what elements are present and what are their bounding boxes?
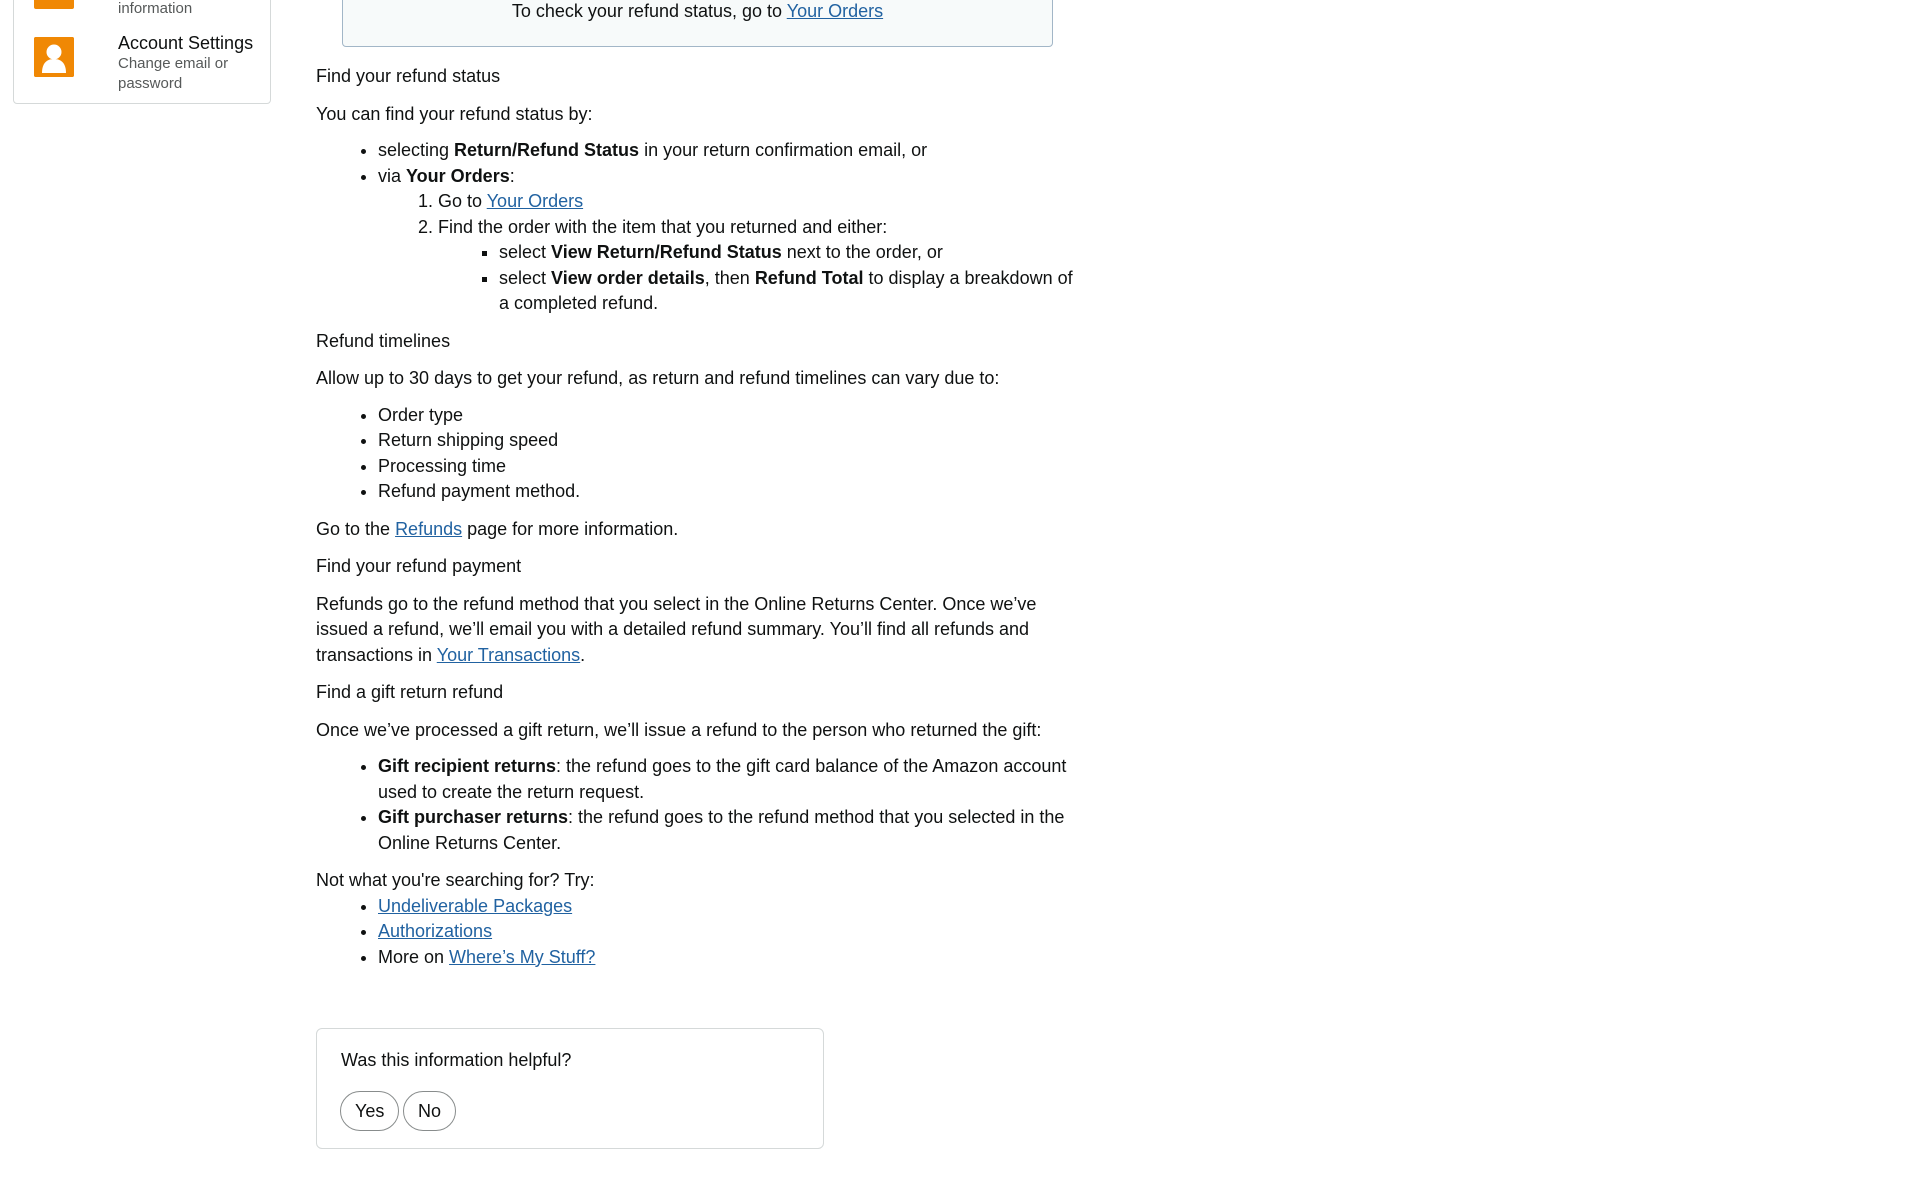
wheres-my-stuff-link[interactable]: Where’s My Stuff? bbox=[449, 946, 596, 967]
sidebar-item-title: Account Settings bbox=[118, 33, 254, 53]
list-item: • selecting Return/Refund Status in your return confirmation email, or bbox=[378, 138, 1076, 164]
list-item: ▪ select View order details, then Refund Total to display a breakdown of a completed refund. bbox=[499, 266, 1076, 317]
list-item: • More on Where’s My Stuff? bbox=[378, 945, 1076, 971]
section-heading-payment: Find your refund payment bbox=[316, 556, 522, 576]
yes-button[interactable]: Yes bbox=[340, 1091, 399, 1131]
list-item bbox=[378, 894, 1076, 920]
your-orders-link[interactable]: Your Orders bbox=[486, 191, 584, 211]
section-heading-timelines: Refund timelines bbox=[316, 330, 451, 351]
help-article bbox=[316, 64, 1076, 970]
callout-text: To check your refund status, go to Your Orders bbox=[511, 1, 884, 21]
section-heading-gift: Find a gift return refund bbox=[316, 682, 504, 702]
list-item: • Gift recipient returns: the refund goes to the gift card balance of the Amazon account used to create the return request. bbox=[378, 754, 1076, 805]
your-orders-steps bbox=[378, 189, 1076, 317]
list-item: • Processing time bbox=[378, 454, 1076, 480]
account-settings-icon bbox=[34, 37, 74, 77]
section-heading-try: Not what you're searching for? Try: bbox=[316, 870, 595, 890]
find-status-intro: You can find your refund status by: bbox=[316, 103, 593, 124]
related-links-list bbox=[316, 894, 1076, 971]
list-item: ▪ select View Return/Refund Status next to the order, or bbox=[499, 240, 1076, 266]
section-heading-find-status: Find your refund status bbox=[316, 66, 501, 86]
undeliverable-packages-link[interactable]: Undeliverable Packages bbox=[378, 895, 573, 916]
list-item: • Gift purchaser returns: the refund goes to the refund method that you selected in the Online Returns Center. bbox=[378, 805, 1076, 856]
list-item: • Order type bbox=[378, 403, 1076, 429]
your-transactions-link[interactable]: Your Transactions bbox=[436, 644, 581, 665]
refunds-page-note: Go to the Refunds page for more information. bbox=[316, 518, 679, 539]
no-button[interactable]: No bbox=[403, 1091, 456, 1131]
orange-user-icon bbox=[34, 0, 74, 9]
list-item: • Return shipping speed bbox=[378, 428, 1076, 454]
find-status-list bbox=[316, 138, 1076, 317]
timelines-intro: Allow up to 30 days to get your refund, as return and refund timelines can vary due to: bbox=[316, 368, 1000, 388]
refund-status-callout bbox=[342, 0, 1053, 47]
help-sidebar-card bbox=[13, 0, 271, 104]
payment-text: Refunds go to the refund method that you select in the Online Returns Center. Once we’ve issued a refund, we’ll email you with a detailed refund summary. You’ll find all refunds and transactions in Your Transactions. bbox=[316, 593, 1037, 665]
callout-your-orders-link[interactable]: Your Orders bbox=[786, 1, 884, 21]
gift-intro: Once we’ve processed a gift return, we’ll issue a refund to the person who returned the gift: bbox=[316, 719, 1042, 740]
timelines-list bbox=[316, 403, 1076, 505]
refunds-link[interactable]: Refunds bbox=[395, 518, 463, 539]
list-item: 1. Go to Your Orders bbox=[438, 189, 1076, 215]
order-options-list bbox=[438, 240, 1076, 317]
sidebar-item-subtitle: Change email or password bbox=[118, 55, 229, 92]
list-item: • via Your Orders: 1. Go to Your Orders 2. Find the order with the item that you returned and either: ▪ select View Return/Refund Status next to the order, or ▪ select View order details, then Refund Total to display a breakdown of a completed refund. bbox=[378, 164, 1076, 317]
feedback-question: Was this information helpful? bbox=[341, 1050, 572, 1070]
list-item: • Refund payment method. bbox=[378, 479, 1076, 505]
sidebar-item-subtitle: information bbox=[118, 0, 193, 17]
gift-list bbox=[316, 754, 1076, 856]
list-item: 2. Find the order with the item that you returned and either: ▪ select View Return/Refund Status next to the order, or ▪ select View order details, then Refund Total to display a breakdown of a completed refund. bbox=[438, 215, 1076, 317]
list-item bbox=[378, 919, 1076, 945]
helpful-feedback-box bbox=[316, 1028, 824, 1149]
authorizations-link[interactable]: Authorizations bbox=[378, 921, 493, 941]
